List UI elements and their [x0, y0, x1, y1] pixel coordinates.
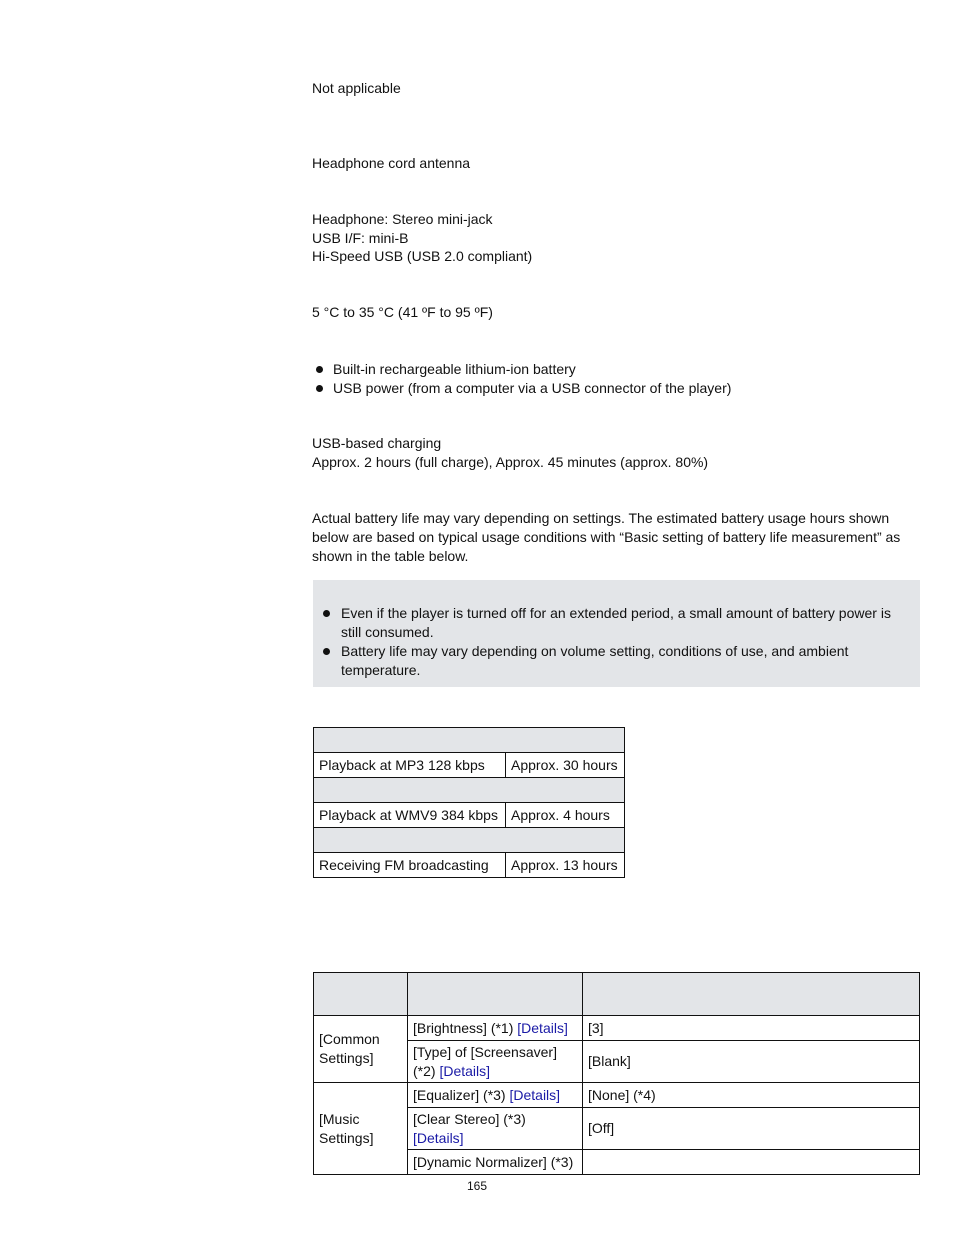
- table-row: [314, 1016, 920, 1041]
- table-cell: Receiving FM broadcasting: [314, 853, 506, 878]
- table-cell: [408, 1041, 583, 1083]
- item-text: [Type] of [Screensaver] (*2): [413, 1043, 557, 1079]
- item-text: [Brightness] (*1): [413, 1019, 518, 1036]
- note-box: [313, 580, 920, 687]
- details-link[interactable]: [Details]: [413, 1129, 464, 1146]
- table-row: [314, 853, 625, 878]
- item-text: [Equalizer] (*3): [413, 1086, 510, 1103]
- table-row: [314, 778, 625, 803]
- note-list: [323, 604, 908, 680]
- table-row: [314, 828, 625, 853]
- table-header-cell: [583, 973, 920, 1016]
- table-header-cell: [314, 973, 408, 1016]
- note-item: Battery life may vary depending on volume setting, conditions of use, and ambient temperature.: [323, 642, 908, 680]
- table-cell: Approx. 30 hours: [506, 753, 625, 778]
- page-number: 165: [467, 1179, 488, 1193]
- table-cell: Playback at MP3 128 kbps: [314, 753, 506, 778]
- list-item: USB power (from a computer via a USB connector of the player): [312, 379, 731, 398]
- battery-life-table: [313, 727, 625, 878]
- table-row: [314, 728, 625, 753]
- details-link[interactable]: [Details]: [517, 1019, 568, 1036]
- table-cell: [408, 1083, 583, 1108]
- details-link[interactable]: [Details]: [509, 1086, 561, 1103]
- note-item: Even if the player is turned off for an extended period, a small amount of battery power is still consumed.: [323, 604, 908, 642]
- table-cell: Playback at WMV9 384 kbps: [314, 803, 506, 828]
- item-text: [Clear Stereo] (*3): [413, 1110, 526, 1127]
- table-cell: [Off]: [583, 1108, 920, 1150]
- table-header-row: [314, 973, 920, 1016]
- list-item: Built-in rechargeable lithium-ion battery: [312, 360, 731, 379]
- spec-interface-headphone: Headphone: Stereo mini-jack: [312, 211, 493, 227]
- table-cell: [408, 1016, 583, 1041]
- battery-settings-table: [313, 972, 920, 1175]
- spec-charging-method: USB-based charging: [312, 435, 442, 451]
- details-link[interactable]: [Details]: [439, 1062, 491, 1079]
- table-header-cell: [408, 973, 583, 1016]
- spec-charging-time: Approx. 2 hours (full charge), Approx. 45 minutes (approx. 80%): [312, 454, 709, 470]
- table-row: [314, 803, 625, 828]
- spec-antenna: Headphone cord antenna: [312, 155, 471, 171]
- spec-interface-hispeed: Hi-Speed USB (USB 2.0 compliant): [312, 248, 533, 264]
- table-cell: [583, 1150, 920, 1175]
- battery-intro-paragraph: Actual battery life may vary depending on settings. The estimated battery usage hours shown below are based on typical usage conditions with “Basic setting of battery life measurement” as shown in the table below.: [312, 510, 901, 564]
- table-cell: [408, 1108, 583, 1150]
- spec-temperature: 5 °C to 35 °C (41 ºF to 95 ºF): [312, 304, 493, 320]
- table-header-cell: [314, 728, 625, 753]
- table-row: [314, 753, 625, 778]
- table-cell: [None] (*4): [583, 1083, 920, 1108]
- table-cell: [Blank]: [583, 1041, 920, 1083]
- group-cell-common: [Common Settings]: [314, 1016, 408, 1083]
- table-cell: [3]: [583, 1016, 920, 1041]
- group-cell-music: [Music Settings]: [314, 1083, 408, 1175]
- spec-interface-usb: USB I/F: mini-B: [312, 230, 409, 246]
- table-cell: [Dynamic Normalizer] (*3): [408, 1150, 583, 1175]
- power-source-list: [312, 360, 731, 398]
- spec-not-applicable: Not applicable: [312, 80, 401, 96]
- table-row: [314, 1083, 920, 1108]
- table-header-cell: [314, 778, 625, 803]
- table-cell: Approx. 13 hours: [506, 853, 625, 878]
- table-header-cell: [314, 828, 625, 853]
- table-cell: Approx. 4 hours: [506, 803, 625, 828]
